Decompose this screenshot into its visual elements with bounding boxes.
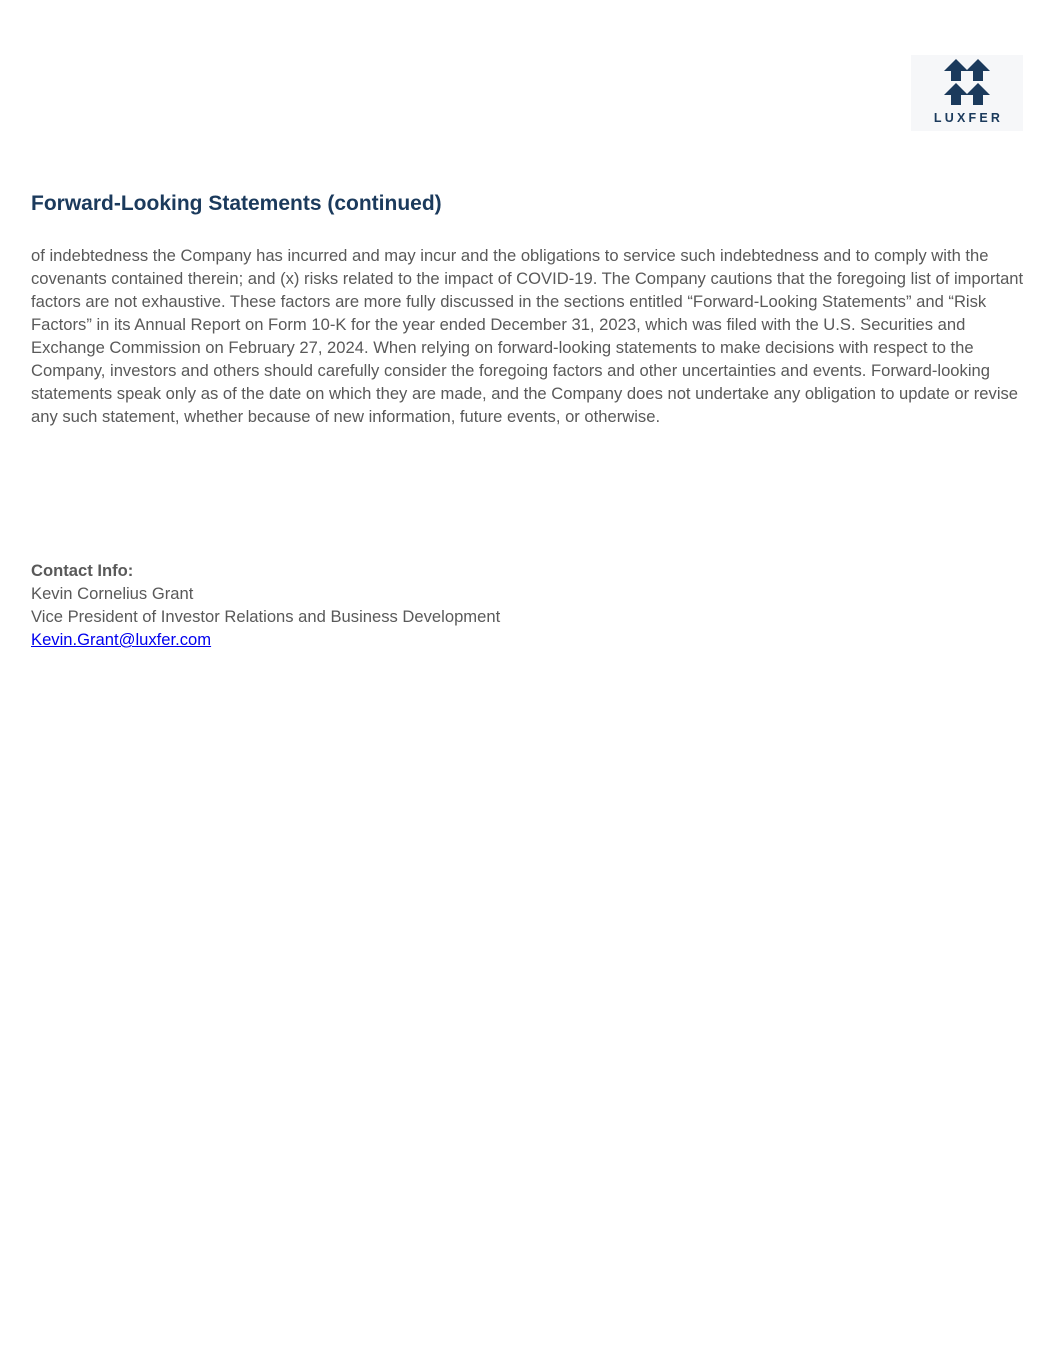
forward-looking-paragraph: of indebtedness the Company has incurred and may incur and the obligations to service such indebtedness and to comply with the covenants contained therein; and (x) risks related to the impact of COVID-19. The Company cautions that the foregoing list of important factors are not exhaustive. These factors are more fully discussed in the sections entitled “Forward-Looking Statements” and “Risk Factors” in its Annual Report on Form 10-K for the year ended December 31, 2023, which was filed with the U.S. Securities and Exchange Commission on February 27, 2024. When relying on forward-looking statements to make decisions with respect to the Company, investors and others should carefully consider the foregoing factors and other uncertainties and events. Forward-looking statements speak only as of the date on which they are made, and the Company does not undertake any obligation to update or revise any such statement, whether because of new information, future events, or otherwise. (31, 246, 1024, 426)
contact-heading: Contact Info: (31, 561, 134, 580)
section-title: Forward-Looking Statements (continued) (31, 192, 442, 215)
luxfer-arrows-icon (944, 59, 990, 107)
contact-email-link[interactable]: Kevin.Grant@luxfer.com (31, 630, 212, 649)
logo-wordmark: LUXFER (933, 111, 1004, 125)
contact-name: Kevin Cornelius Grant (31, 584, 194, 603)
contact-info-block (31, 559, 500, 651)
contact-role: Vice President of Investor Relations and Business Development (31, 607, 501, 626)
luxfer-logo (911, 55, 1023, 131)
